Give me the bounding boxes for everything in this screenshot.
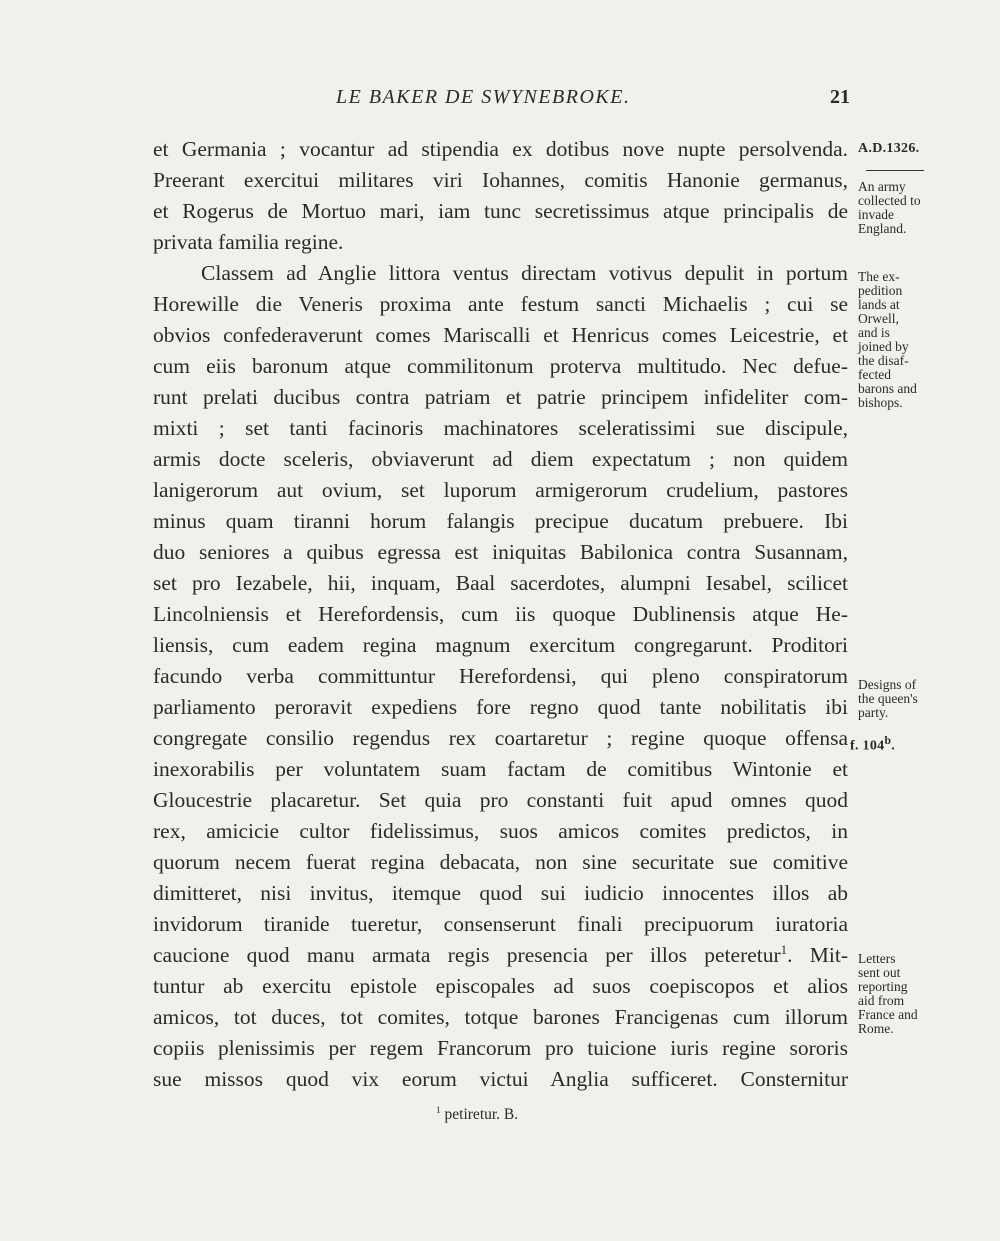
note-line: and is — [858, 325, 890, 340]
margin-note-expedition — [858, 270, 988, 410]
text-line: quorum necem fuerat regina debacata, non sine securitate sue comitive — [153, 850, 848, 874]
note-line: the queen's — [858, 691, 918, 706]
note-line: lands at — [858, 297, 900, 312]
note-line: barons and — [858, 381, 917, 396]
text-line: et Rogerus de Mortuo mari, iam tunc secretissimus atque principalis de — [153, 199, 848, 223]
text-line: inexorabilis per voluntatem suam factam de comitibus Wintonie et — [153, 757, 848, 781]
footnote-marker: 1 — [436, 1105, 441, 1116]
running-header — [150, 86, 850, 112]
text-line — [153, 940, 848, 970]
footnote-text: petiretur. B. — [440, 1106, 519, 1123]
note-line: The ex- — [858, 269, 900, 284]
text-line: liensis, cum eadem regina magnum exercitum congregarunt. Proditori — [153, 633, 848, 657]
text-line: facundo verba committuntur Herefordensi, qui pleno conspiratorum — [153, 664, 848, 688]
margin-date — [858, 142, 988, 156]
note-line: invade — [858, 207, 894, 222]
footnote — [436, 1106, 518, 1124]
text-line: runt prelati ducibus contra patriam et patrie principem infideliter com- — [153, 385, 848, 409]
margin-note-designs — [858, 678, 988, 720]
text-line: minus quam tiranni horum falangis precipue ducatum prebuere. Ibi — [153, 509, 848, 533]
paragraph-start-line: Classem ad Anglie littora ventus directam votivus depulit in portum — [201, 261, 848, 285]
text-line: set pro Iezabele, hii, inquam, Baal sacerdotes, alumpni Iesabel, scilicet — [153, 571, 848, 595]
text-line: amicos, tot duces, tot comites, totque barones Francigenas cum illorum — [153, 1005, 848, 1029]
text-line: mixti ; set tanti facinoris machinatores sceleratissimi sue discipule, — [153, 416, 848, 440]
note-line: the disaf- — [858, 353, 909, 368]
text-line: parliamento peroravit expediens fore regno quod tante nobilitatis ibi — [153, 695, 848, 719]
note-line: Designs of — [858, 677, 917, 692]
note-line: reporting — [858, 979, 908, 994]
folio-number: f. 104 — [850, 738, 885, 754]
text-line: Horewille die Veneris proxima ante festum sancti Michaelis ; cui se — [153, 292, 848, 316]
note-line: party. — [858, 705, 889, 720]
note-line: England. — [858, 221, 907, 236]
margin-note-letters — [858, 952, 988, 1036]
text-line: invidorum tiranide tueretur, consenserunt finali precipuorum iuratoria — [153, 912, 848, 936]
text-segment: caucione quod manu armata regis presencia per illos peteretur — [153, 943, 781, 967]
text-line: sue missos quod vix eorum victui Anglia sufficeret. Consternitur — [153, 1067, 848, 1091]
text-line: lanigerorum aut ovium, set luporum armigerorum crudelium, pastores — [153, 478, 848, 502]
note-line: collected to — [858, 193, 921, 208]
text-line: Gloucestrie placaretur. Set quia pro constanti fuit apud omnes quod — [153, 788, 848, 812]
folio-line — [850, 734, 980, 754]
text-line: Lincolniensis et Herefordensis, cum iis quoque Dublinensis atque He- — [153, 602, 848, 626]
date-rule — [866, 170, 924, 171]
folio-reference — [850, 734, 980, 754]
note-line: pedition — [858, 283, 903, 298]
folio-side: b — [884, 734, 892, 747]
note-line: Rome. — [858, 1021, 894, 1036]
text-line: copiis plenissimis per regem Francorum pro tuicione iuris regine sororis — [153, 1036, 848, 1060]
text-line: obvios confederaverunt comes Mariscalli et Henricus comes Leicestrie, et — [153, 323, 848, 347]
text-line: privata familia regine. — [153, 230, 344, 254]
text-line: et Germania ; vocantur ad stipendia ex dotibus nove nupte persolvenda. — [153, 137, 848, 161]
text-line: cum eiis baronum atque commilitonum proterva multitudo. Nec defue- — [153, 354, 848, 378]
note-line: An army — [858, 179, 906, 194]
text-line: rex, amicicie cultor fidelissimus, suos amicos comites predictos, in — [153, 819, 848, 843]
text-line: armis docte sceleris, obviaverunt ad diem expectatum ; non quidem — [153, 447, 848, 471]
note-line: sent out — [858, 965, 901, 980]
note-line: France and — [858, 1007, 918, 1022]
note-line: Orwell, — [858, 311, 899, 326]
note-line: Letters — [858, 951, 896, 966]
page-number: 21 — [830, 86, 850, 108]
running-title: LE BAKER DE SWYNEBROKE. — [336, 86, 631, 108]
text-line: tuntur ab exercitu epistole episcopales ad suos coepiscopos et alios — [153, 974, 848, 998]
margin-note-army — [858, 180, 988, 236]
footnote-reference: 1 — [780, 942, 788, 957]
note-line: fected — [858, 367, 891, 382]
folio-period: . — [891, 738, 896, 754]
note-line: joined by — [858, 339, 909, 354]
text-line: duo seniores a quibus egressa est iniquitas Babilonica contra Susannam, — [153, 540, 848, 564]
text-line: Preerant exercitui militares viri Iohannes, comitis Hanonie germanus, — [153, 168, 848, 192]
note-line: aid from — [858, 993, 905, 1008]
date-label: A.D.1326. — [858, 141, 920, 156]
text-segment: . Mit- — [787, 943, 848, 967]
note-line: bishops. — [858, 395, 903, 410]
text-line: dimitteret, nisi invitus, itemque quod sui iudicio innocentes illos ab — [153, 881, 848, 905]
text-line: congregate consilio regendus rex coartaretur ; regine quoque offensa — [153, 726, 848, 750]
